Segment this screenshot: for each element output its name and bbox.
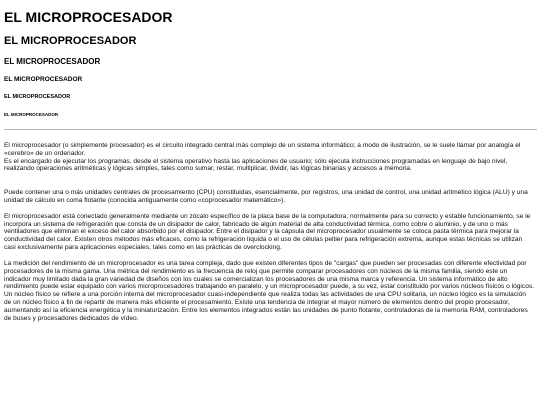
- horizontal-divider: [4, 129, 537, 130]
- heading-level-4: EL MICROPROCESADOR: [4, 76, 83, 83]
- paragraph-cooling: El microprocesador está conectado generalmente mediante un zócalo específico de la placa base de la computadora; normalmente para su correcto y estable funcionamiento, se le incorpora un sistema de refrigeración que consta de un disipador de calor, fabricado de algún material de alta conductividad térmica, como cobre o aluminio, y de uno o más ventiladores que eliminan el exceso del calor absorbido por el disipador. Entre el disipador y la cápsula del microprocesador usualmente se coloca pasta térmica para mejorar la conductividad del calor. Existen otros métodos más eficaces, como la refrigeración líquida o el uso de células peltier para refrigeración extrema, aunque estas técnicas se utilizan casi exclusivamente para aplicaciones especiales, tales como en las prácticas de overclocking.: [4, 212, 531, 251]
- document-page: [4, 9, 535, 323]
- heading-level-2: EL MICROPROCESADOR: [4, 35, 137, 47]
- paragraph-components: Puede contener una o más unidades centrales de procesamiento (CPU) constituidas, esencialmente, por registros, una unidad de control, una unidad aritmético lógica (ALU) y una unidad de cálculo en coma flotante (conocida antiguamente como «coprocesador matemático»).: [4, 189, 528, 204]
- paragraph-definition: El microprocesador (o simplemente procesador) es el circuito integrado central más complejo de un sistema informático; a modo de ilustración, se le suele llamar por analogía el «cerebro» de un ordenador.: [4, 142, 521, 157]
- heading-level-6: EL MICROPROCESADOR: [4, 112, 59, 117]
- heading-level-5: EL MICROPROCESADOR: [4, 94, 71, 100]
- heading-level-3: EL MICROPROCESADOR: [4, 57, 101, 66]
- heading-level-1: EL MICROPROCESADOR: [4, 9, 173, 25]
- paragraph-performance: La medición del rendimiento de un microprocesador es una tarea compleja, dado que existen diferentes tipos de "cargas" que pueden ser procesadas con diferente efectividad por procesadores de la misma gama. Una métrica del rendimiento es la frecuencia de reloj que permite comparar procesadores con núcleos de la misma familia, siendo este un indicador muy limitado dada la gran variedad de diseños con los cuales se comercializan los procesadores de una misma marca y referencia. Un sistema informático de alto rendimiento puede estar equipado con varios microprocesadores trabajando en paralelo, y un microprocesador puede, a su vez, estar constituido por varios núcleos físicos o lógicos. Un núcleo físico se refiere a una porción interna del microprocesador cuasi-independiente que realiza todas las actividades de una CPU solitaria, un núcleo lógico es la simulación de un núcleo físico a fin de repartir de manera más eficiente el procesamiento. Existe una tendencia de integrar el mayor número de elementos dentro del propio procesador, aumentando así la eficiencia energética y la miniaturización. Entre los elementos integrados están las unidades de punto flotante, controladoras de la memoria RAM, controladores de buses y procesadores dedicados de vídeo.: [4, 259, 534, 323]
- paragraph-function: Es el encargado de ejecutar los programas, desde el sistema operativo hasta las aplicaciones de usuario; sólo ejecuta instrucciones programadas en lenguaje de bajo nivel, realizando operaciones aritméticas y lógicas simples, tales como sumar, restar, multiplicar, dividir, las lógicas binarias y accesos a memoria.: [4, 157, 508, 173]
